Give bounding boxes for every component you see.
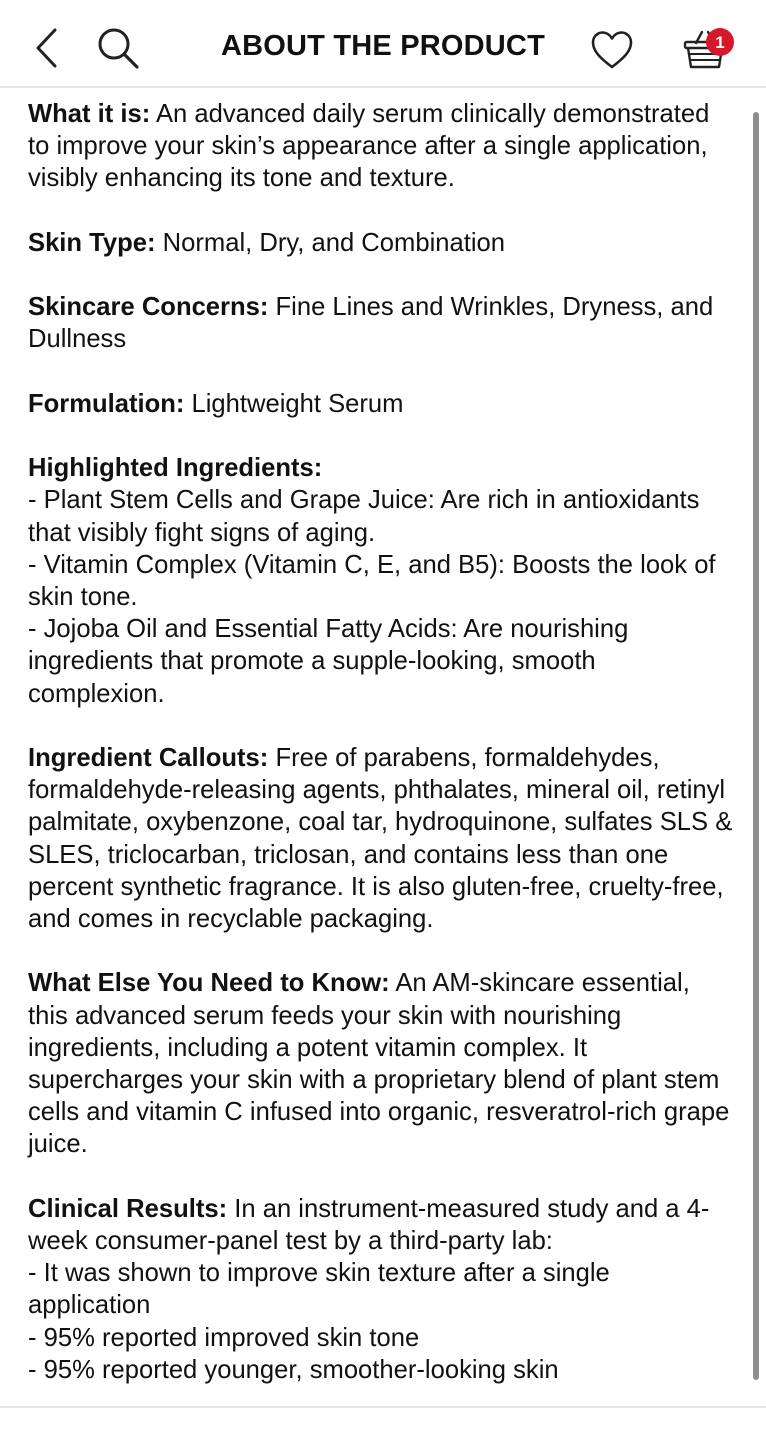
detail-section [28, 967, 736, 1160]
section-text: - Jojoba Oil and Essential Fatty Acids: Are nourishing ingredients that promote a supple-looking, smooth complexion. [28, 615, 629, 708]
section-label: Skin Type: [28, 228, 156, 257]
section-label: Clinical Results: [28, 1194, 228, 1223]
section-label: Formulation: [28, 389, 185, 418]
section-text: - 95% reported younger, smoother-looking skin [28, 1355, 559, 1384]
section-text: - It was shown to improve skin texture after a single application [28, 1259, 610, 1320]
detail-section [28, 1193, 736, 1386]
section-text: An AM-skincare essential, this advanced serum feeds your skin with nourishing ingredients, including a potent vitamin complex. It supercharges your skin with a proprietary blend of plant stem cells and vitamin C infused into organic, resveratrol-rich grape juice. [28, 969, 730, 1159]
section-text: Lightweight Serum [191, 389, 404, 418]
section-text: - 95% reported improved skin tone [28, 1323, 420, 1352]
section-label: Skincare Concerns: [28, 293, 269, 322]
section-label: What it is: [28, 100, 151, 128]
section-text: Free of parabens, formaldehydes, formaldehyde-releasing agents, phthalates, mineral oil, retinyl palmitate, oxybenzone, coal tar, hydroquinone, sulfates SLS & SLES, triclocarban, triclosan, and contains less than one percent synthetic fragrance. It is also gluten-free, cruelty-free, and comes in recyclable packaging. [28, 743, 733, 933]
detail-section [28, 98, 736, 195]
section-text: In an instrument-measured study and a 4-week consumer-panel test by a third-party lab: [28, 1194, 710, 1255]
section-label: Highlighted Ingredients: [28, 454, 323, 483]
scrollbar[interactable] [753, 112, 759, 1380]
chevron-left-icon [33, 27, 59, 69]
product-details [0, 88, 766, 1406]
heart-icon [590, 30, 634, 70]
section-text: - Plant Stem Cells and Grape Juice: Are rich in antioxidants that visibly fight signs of aging. [28, 486, 700, 547]
favorite-button[interactable] [584, 24, 640, 76]
section-text: Fine Lines and Wrinkles, Dryness, and Dullness [28, 293, 714, 354]
detail-section [28, 388, 736, 420]
section-label: What Else You Need to Know: [28, 969, 390, 998]
detail-section [28, 742, 736, 935]
back-button[interactable] [26, 24, 66, 72]
section-text: An advanced daily serum clinically demonstrated to improve your skin’s appearance after a single application, visibly enhancing its tone and texture. [28, 100, 710, 193]
detail-section [28, 452, 736, 710]
page-title: ABOUT THE PRODUCT [220, 30, 545, 62]
top-bar [0, 0, 766, 88]
section-label: Ingredient Callouts: [28, 743, 269, 772]
section-text: Normal, Dry, and Combination [162, 228, 505, 257]
search-button[interactable] [92, 24, 144, 72]
detail-section [28, 291, 736, 355]
bottom-divider [0, 1406, 766, 1408]
section-text: - Vitamin Complex (Vitamin C, E, and B5): Boosts the look of skin tone. [28, 550, 716, 611]
search-icon [95, 25, 141, 71]
detail-section [28, 227, 736, 259]
basket-count-badge: 1 [706, 28, 734, 56]
